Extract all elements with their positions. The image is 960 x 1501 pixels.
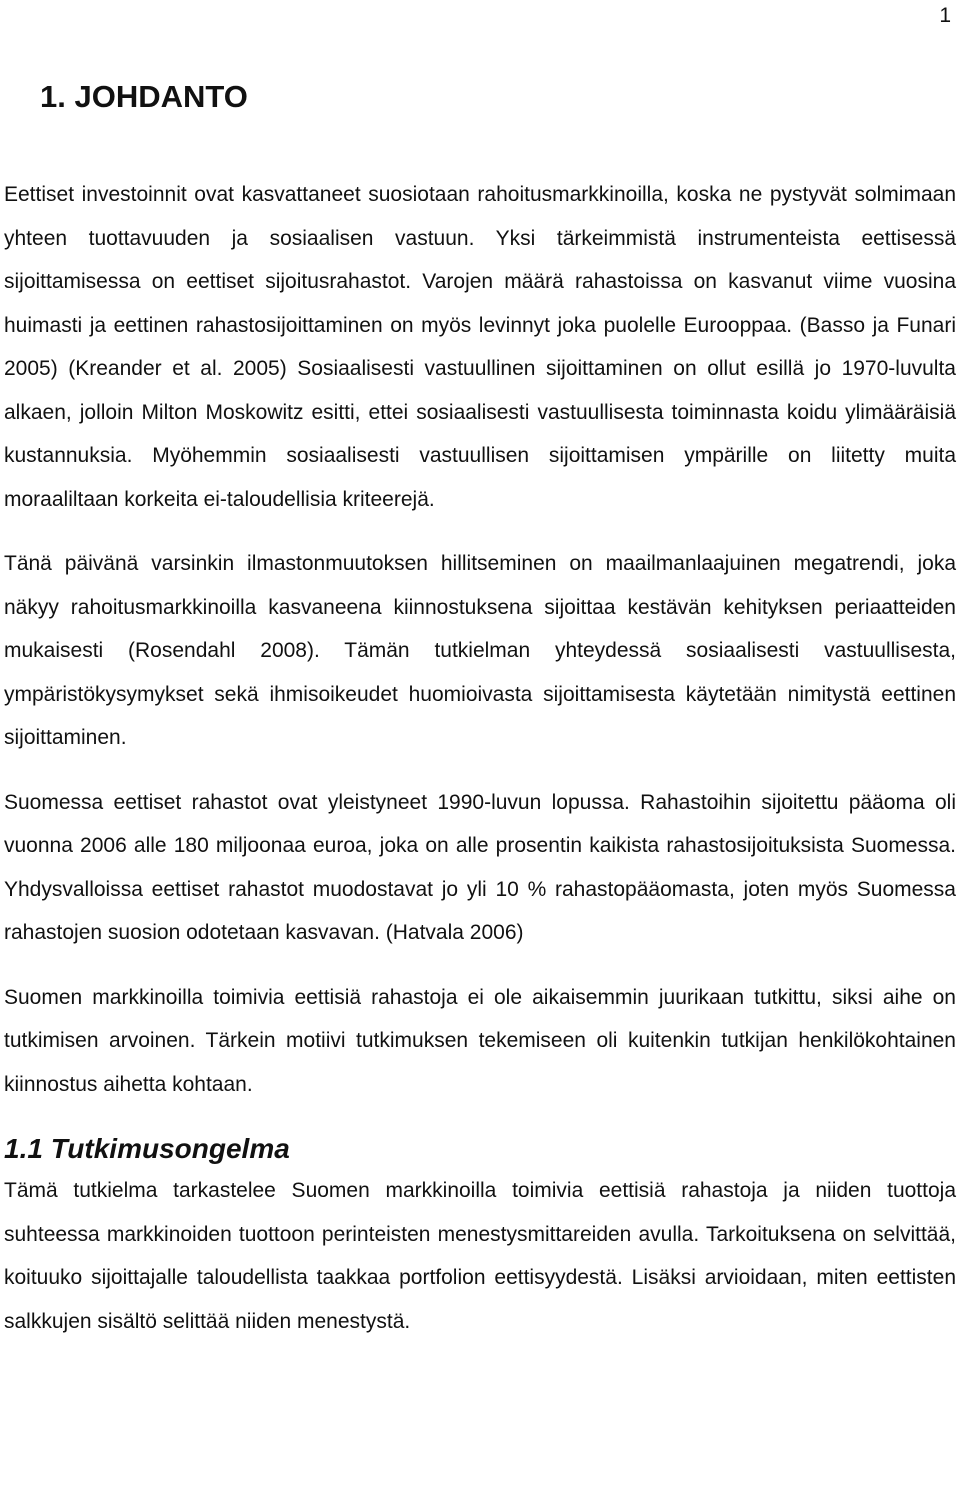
body-text [4,173,956,1364]
chapter-title: 1. JOHDANTO [40,79,248,114]
paragraph-motivation: Suomen markkinoilla toimivia eettisiä rahastoja ei ole aikaisemmin juurikaan tutkittu, siksi aihe on tutkimisen arvoinen. Tärkein motiivi tutkimuksen tekemiseen oli kuitenkin tutkijan henkilökohtainen kiinnostus aihetta kohtaan. [4,985,956,1096]
paragraph-research-problem: Tämä tutkielma tarkastelee Suomen markkinoilla toimivia eettisiä rahastoja ja niiden tuottoja suhteessa markkinoiden tuottoon perinteisten menestysmittareiden avulla. Tarkoituksena on selvittää, koituuko sijoittajalle taloudellista taakkaa portfolion eettisyydestä. Lisäksi arvioidaan, miten eettisten salkkujen sisältö selittää niiden menestystä. [4,1179,956,1333]
page-number: 1 [939,4,951,27]
paragraph-finnish-funds: Suomessa eettiset rahastot ovat yleistyneet 1990-luvun lopussa. Rahastoihin sijoitettu pääoma oli vuonna 2006 alle 180 miljoonaa euroa, joka on alle prosentin kaikista rahastosijoituksista Suomessa. Yhdysvalloissa eettiset rahastot muodostavat jo yli 10 % rahastopääomasta, joten myös Suomessa rahastojen suosion odotetaan kasvavan. (Hatvala 2006) [4,790,956,944]
paragraph-climate-megatrend: Tänä päivänä varsinkin ilmastonmuutoksen hillitseminen on maailmanlaajuinen megatrendi, joka näkyy rahoitusmarkkinoilla kasvaneena kiinnostuksena sijoittaa kestävän kehityksen periaatteiden mukaisesti (Rosendahl 2008). Tämän tutkielman yhteydessä sosiaalisesti vastuullisesta, ympäristökysymykset sekä ihmisoikeudet huomioivasta sijoittamisesta käytetään nimitystä eettinen sijoittaminen. [4,552,956,749]
section-title: 1.1 Tutkimusongelma [4,1133,290,1164]
paragraph-ethical-investments: Eettiset investoinnit ovat kasvattaneet suosiotaan rahoitusmarkkinoilla, koska ne pystyvät solmimaan yhteen tuottavuuden ja sosiaalisen vastuun. Yksi tärkeimmistä instrumenteista eettisessä sijoittamisessa on eettiset sijoitusrahastot. Varojen määrä rahastoissa on kasvanut viime vuosina huimasti ja eettinen rahastosijoittaminen on myös levinnyt joka puolelle Eurooppaa. (Basso ja Funari 2005) (Kreander et al. 2005) Sosiaalisesti vastuullinen sijoittaminen on ollut esillä jo 1970-luvulta alkaen, jolloin Milton Moskowitz esitti, ettei sosiaalisesti vastuullisesta toiminnasta koidu ylimääräisiä kustannuksia. Myöhemmin sosiaalisesti vastuullisen sijoittamisen ympärille on liitetty muita moraaliltaan korkeita ei-taloudellisia kriteerejä. [4,183,956,511]
